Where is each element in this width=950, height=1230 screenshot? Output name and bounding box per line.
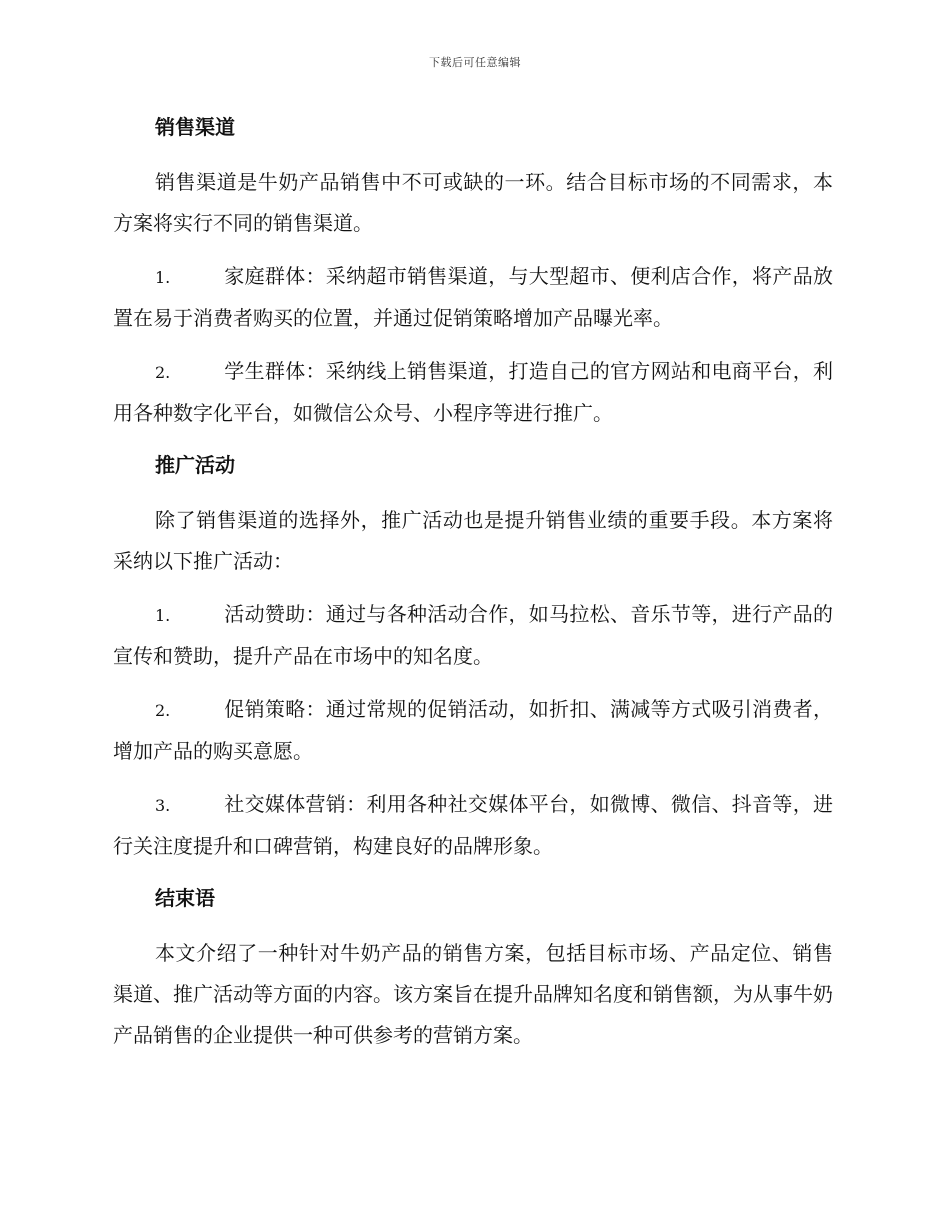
promotion-list-item [113,784,833,867]
promotion-list-item [113,594,833,677]
list-item-text: 活动赞助：通过与各种活动合作，如马拉松、音乐节等，进行产品的宣传和赞助，提升产品在市场中的知名度。 [113,602,833,668]
list-item-text: 学生群体：采纳线上销售渠道，打造自己的官方网站和电商平台，利用各种数字化平台，如微信公众号、小程序等进行推广。 [113,359,833,425]
section-heading-channels: 销售渠道 [155,115,235,139]
section-heading-conclusion: 结束语 [155,886,215,910]
document-body [113,108,833,1068]
list-item-number: 2. [155,363,171,382]
promotion-intro-paragraph: 除了销售渠道的选择外，推广活动也是提升销售业绩的重要手段。本方案将采纳以下推广活动： [113,508,833,573]
channels-list-item [113,256,833,339]
section-heading-promotion: 推广活动 [155,453,235,477]
list-item-text: 家庭群体：采纳超市销售渠道，与大型超市、便利店合作，将产品放置在易于消费者购买的位置，并通过促销策略增加产品曝光率。 [113,264,833,330]
conclusion-paragraph: 本文介绍了一种针对牛奶产品的销售方案，包括目标市场、产品定位、销售渠道、推广活动等方面的内容。该方案旨在提升品牌知名度和销售额，为从事牛奶产品销售的企业提供一种可供参考的营销方案。 [113,941,833,1047]
promotion-list-item [113,689,833,772]
list-item-text: 社交媒体营销：利用各种社交媒体平台，如微博、微信、抖音等，进行关注度提升和口碑营销，构建良好的品牌形象。 [113,792,833,858]
list-item-text: 促销策略：通过常规的促销活动，如折扣、满减等方式吸引消费者，增加产品的购买意愿。 [113,697,833,763]
list-item-number: 1. [155,268,171,287]
channels-list-item [113,351,833,434]
channels-intro-paragraph: 销售渠道是牛奶产品销售中不可或缺的一环。结合目标市场的不同需求，本方案将实行不同的销售渠道。 [113,170,833,235]
list-item-number: 2. [155,701,171,720]
page-header-note: 下载后可任意编辑 [429,56,521,69]
list-item-number: 1. [155,606,171,625]
list-item-number: 3. [155,796,171,815]
